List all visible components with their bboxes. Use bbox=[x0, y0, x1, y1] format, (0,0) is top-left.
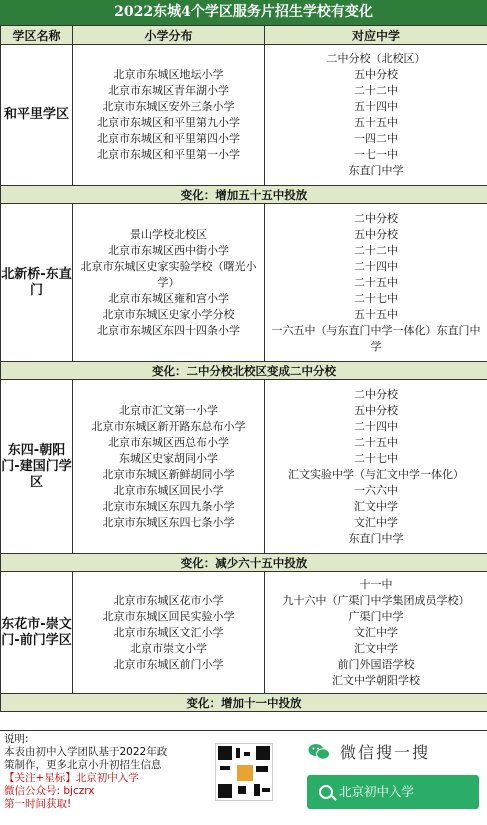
wechat-id-text: 微信公众号: bjczrx bbox=[4, 785, 204, 798]
qr-code-icon bbox=[215, 743, 273, 801]
list-item: 汇文中学朝阳学校 bbox=[269, 673, 483, 689]
header-region: 学区名称 bbox=[1, 26, 73, 45]
list-item: 汇文实验中学（与汇文中学一体化） bbox=[269, 467, 483, 483]
list-item: 汇文中学 bbox=[269, 641, 483, 657]
list-item: 北京市东城区西总布小学 bbox=[77, 435, 260, 451]
table-row bbox=[1, 572, 487, 694]
list-item: 二中分校 bbox=[269, 387, 483, 403]
district-name-text: 东四-朝阳门-建国门学区 bbox=[1, 443, 71, 490]
list-item: 二十七中 bbox=[269, 451, 483, 467]
list-item: 五十四中 bbox=[269, 99, 483, 115]
list-item: 东直门中学 bbox=[269, 531, 483, 547]
list-item: 十一中 bbox=[269, 577, 483, 593]
district-name-text: 和平里学区 bbox=[4, 107, 69, 122]
middle-list bbox=[265, 380, 487, 554]
district-name bbox=[1, 45, 73, 186]
list-item: 北京市崇文小学 bbox=[77, 641, 260, 657]
primary-list bbox=[73, 45, 265, 186]
list-item: 北京市东城区东四十四条小学 bbox=[77, 323, 260, 339]
middle-list bbox=[265, 572, 487, 694]
note-line: 说明: bbox=[4, 733, 204, 746]
wechat-search-label: 微信搜一搜 bbox=[340, 741, 430, 765]
list-item: 北京市东城区安外三条小学 bbox=[77, 99, 260, 115]
list-item: 一六五中（与东直门中学一体化）东直门中学 bbox=[269, 323, 483, 355]
list-item: 北京市东城区西中街小学 bbox=[77, 243, 260, 259]
footer bbox=[0, 730, 487, 825]
list-item: 北京市东城区东四九条小学 bbox=[77, 499, 260, 515]
list-item: 东直门中学 bbox=[269, 163, 483, 179]
district-name-text: 东花市-崇文门-前门学区 bbox=[1, 617, 71, 648]
table-row bbox=[1, 204, 487, 362]
list-item: 九十六中（广渠门中学集团成员学校） bbox=[269, 593, 483, 609]
primary-list bbox=[73, 380, 265, 554]
list-item: 二十四中 bbox=[269, 259, 483, 275]
list-item: 五十五中 bbox=[269, 307, 483, 323]
list-item: 前门外国语学校 bbox=[269, 657, 483, 673]
list-item: 一四二中 bbox=[269, 131, 483, 147]
change-note: 变化：二中分校北校区变成二中分校 bbox=[1, 362, 487, 380]
district-name bbox=[1, 572, 73, 694]
header-middle: 对应中学 bbox=[265, 26, 487, 45]
search-icon bbox=[319, 785, 333, 799]
district-name bbox=[1, 380, 73, 554]
middle-list bbox=[265, 45, 487, 186]
table-header-row bbox=[1, 26, 487, 45]
list-item: 五中分校 bbox=[269, 227, 483, 243]
list-item: 北京市东城区花市小学 bbox=[77, 593, 260, 609]
list-item: 二十七中 bbox=[269, 291, 483, 307]
list-item: 二十五中 bbox=[269, 275, 483, 291]
district-name bbox=[1, 204, 73, 362]
change-note: 变化：减少六十五中投放 bbox=[1, 554, 487, 572]
list-item: 景山学校北校区 bbox=[77, 227, 260, 243]
list-item: 北京市东城区文汇小学 bbox=[77, 625, 260, 641]
list-item: 北京市东城区史家实验学校（曙光小学） bbox=[77, 259, 260, 291]
school-table bbox=[0, 25, 487, 712]
list-item: 北京市东城区新鲜胡同小学 bbox=[77, 467, 260, 483]
list-item: 汇文中学 bbox=[269, 499, 483, 515]
list-item: 北京市东城区东四七条小学 bbox=[77, 515, 260, 531]
list-item: 北京市东城区史家小学分校 bbox=[77, 307, 260, 323]
list-item: 文汇中学 bbox=[269, 515, 483, 531]
list-item: 北京市东城区前门小学 bbox=[77, 657, 260, 673]
header-primary: 小学分布 bbox=[73, 26, 265, 45]
list-item: 北京市东城区和平里第九小学 bbox=[77, 115, 260, 131]
list-item: 北京市东城区和平里第一小学 bbox=[77, 147, 260, 163]
list-item: 北京市东城区回民小学 bbox=[77, 483, 260, 499]
page-title: 2022东城4个学区服务片招生学校有变化 bbox=[0, 0, 487, 25]
table-row bbox=[1, 45, 487, 186]
district-name-text: 北新桥-东直门 bbox=[1, 267, 71, 298]
change-row bbox=[1, 362, 487, 380]
wechat-icon bbox=[308, 743, 330, 761]
middle-list bbox=[265, 204, 487, 362]
primary-list bbox=[73, 204, 265, 362]
list-item: 五中分校 bbox=[269, 67, 483, 83]
list-item: 五中分校 bbox=[269, 403, 483, 419]
list-item: 北京市东城区新开路东总布小学 bbox=[77, 419, 260, 435]
list-item: 一七一中 bbox=[269, 147, 483, 163]
note-line: 本表由初中入学团队基于2022年政 bbox=[4, 746, 204, 759]
list-item: 二十二中 bbox=[269, 83, 483, 99]
wechat-search-button[interactable] bbox=[307, 775, 479, 809]
table-row bbox=[1, 380, 487, 554]
note-line: 策制作，更多北京小升初招生信息 bbox=[4, 759, 204, 772]
list-item: 北京市汇文第一小学 bbox=[77, 403, 260, 419]
list-item: 北京市东城区回民实验小学 bbox=[77, 609, 260, 625]
follow-text: 【关注+星标】北京初中入学 bbox=[4, 772, 204, 785]
list-item: 二中分校（北校区） bbox=[269, 51, 483, 67]
change-row bbox=[1, 186, 487, 204]
list-item: 广渠门中学 bbox=[269, 609, 483, 625]
list-item: 东城区史家胡同小学 bbox=[77, 451, 260, 467]
primary-list bbox=[73, 572, 265, 694]
list-item: 北京市东城区青年湖小学 bbox=[77, 83, 260, 99]
search-button-label: 北京初中入学 bbox=[339, 775, 414, 809]
list-item: 二十四中 bbox=[269, 419, 483, 435]
list-item: 北京市东城区地坛小学 bbox=[77, 67, 260, 83]
change-row bbox=[1, 694, 487, 712]
change-note: 变化：增加十一中投放 bbox=[1, 694, 487, 712]
list-item: 文汇中学 bbox=[269, 625, 483, 641]
footer-note bbox=[4, 733, 204, 811]
wechat-search-logo bbox=[300, 741, 480, 765]
list-item: 一六六中 bbox=[269, 483, 483, 499]
list-item: 二十五中 bbox=[269, 435, 483, 451]
list-item: 北京市东城区和平里第四小学 bbox=[77, 131, 260, 147]
change-row bbox=[1, 554, 487, 572]
change-note: 变化：增加五十五中投放 bbox=[1, 186, 487, 204]
list-item: 五十五中 bbox=[269, 115, 483, 131]
list-item: 二中分校 bbox=[269, 211, 483, 227]
list-item: 二十二中 bbox=[269, 243, 483, 259]
first-text: 第一时间获取! bbox=[4, 798, 204, 811]
list-item: 北京市东城区雍和宫小学 bbox=[77, 291, 260, 307]
